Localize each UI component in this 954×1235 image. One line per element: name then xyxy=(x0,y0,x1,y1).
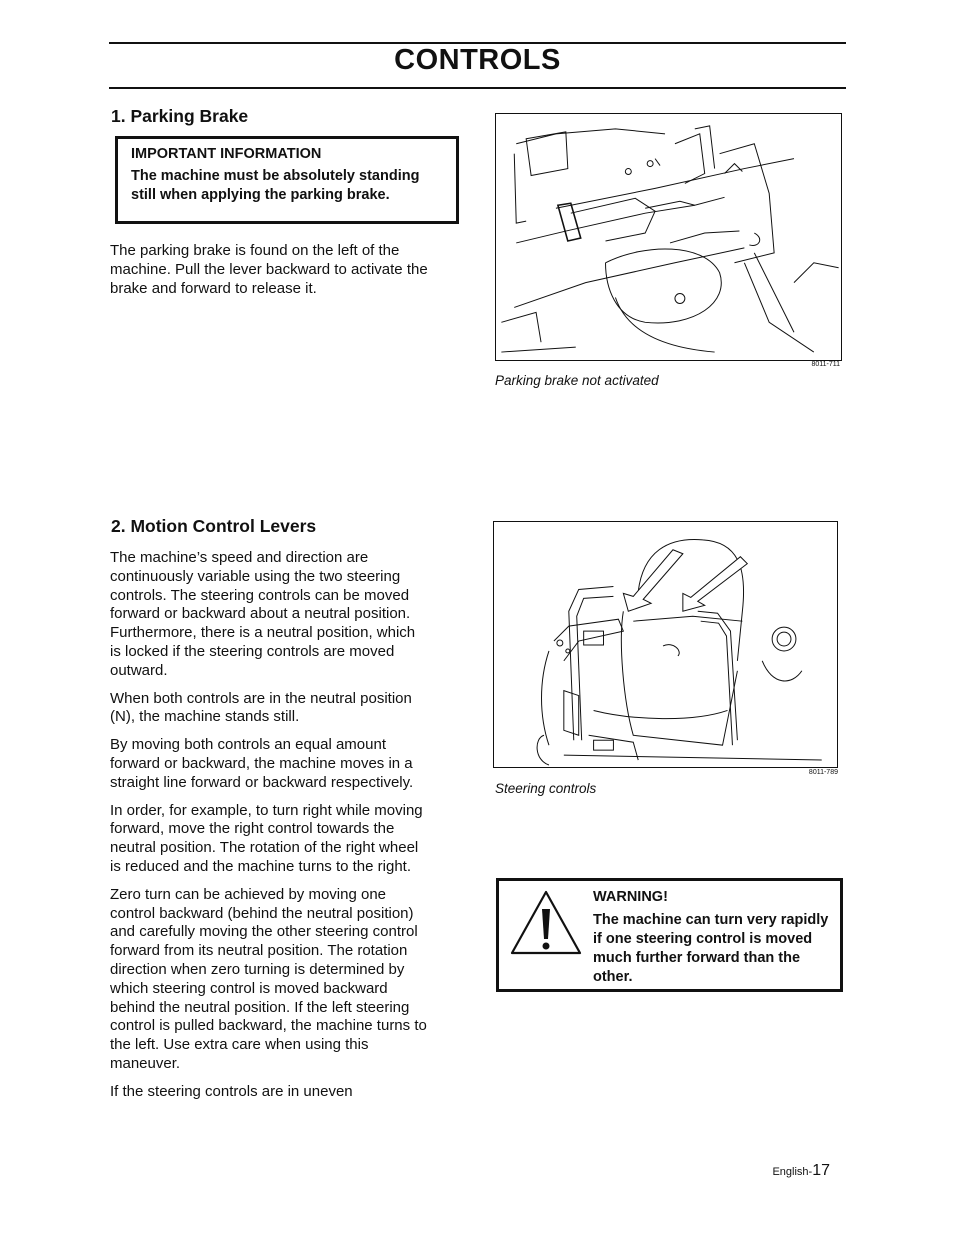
page-footer xyxy=(772,1162,830,1180)
warning-box xyxy=(496,878,843,992)
warning-triangle-icon xyxy=(509,889,583,957)
parking-brake-text xyxy=(110,242,430,307)
paragraph: By moving both controls an equal amount forward or backward, the machine moves in a straight line forward or backward respectively. xyxy=(110,736,414,791)
parking-brake-figure-code: 8011-711 xyxy=(811,361,840,368)
parking-brake-illustration xyxy=(496,114,841,360)
page-number: 17 xyxy=(812,1162,830,1179)
important-information-text: The machine must be absolutely standing still when applying the parking brake. xyxy=(131,168,420,203)
steering-controls-figure xyxy=(493,521,838,768)
paragraph: The machine’s speed and direction are continuously variable using the two steering controls. The steering controls can be moved forward or backward about a neutral position. Furthermore, there is a neutral position, which is locked if the steering controls are moved outward. xyxy=(110,549,416,679)
paragraph: When both controls are in the neutral position (N), the machine stands still. xyxy=(110,689,412,726)
important-information-box xyxy=(115,136,459,224)
paragraph: In order, for example, to turn right while moving forward, move the right control towards the neutral position. The rotation of the right wheel is reduced and the machine turns to the right. xyxy=(110,801,423,875)
header-rule-bottom xyxy=(109,87,846,89)
warning-text: The machine can turn very rapidly if one steering control is moved much further forward than the other. xyxy=(593,912,829,985)
parking-brake-figure xyxy=(495,113,842,361)
page-title: CONTROLS xyxy=(394,44,561,76)
section-heading-motion-control-levers: 2. Motion Control Levers xyxy=(111,516,317,536)
paragraph: If the steering controls are in uneven xyxy=(110,1082,353,1100)
paragraph: Zero turn can be achieved by moving one control backward (behind the neutral position) and carefully moving the other steering control forward from its neutral position. The rotation direction when zero turning is determined by which steering control is moved backward behind the neutral position. If the left steering control is pulled backward, the machine turns to the left. Use extra care when using this maneuver. xyxy=(110,885,427,1072)
steering-controls-figure-code: 8011-789 xyxy=(808,769,838,776)
steering-controls-figure-caption: Steering controls xyxy=(495,781,597,796)
important-information-title: IMPORTANT INFORMATION xyxy=(131,146,322,162)
paragraph: The parking brake is found on the left of the machine. Pull the lever backward to activate the brake and forward to release it. xyxy=(110,242,428,297)
parking-brake-figure-caption: Parking brake not activated xyxy=(495,373,659,388)
motion-control-text xyxy=(110,549,428,1111)
footer-language: English- xyxy=(772,1166,813,1178)
steering-controls-illustration xyxy=(494,522,837,767)
warning-title: WARNING! xyxy=(593,889,668,905)
section-heading-parking-brake: 1. Parking Brake xyxy=(111,106,249,126)
